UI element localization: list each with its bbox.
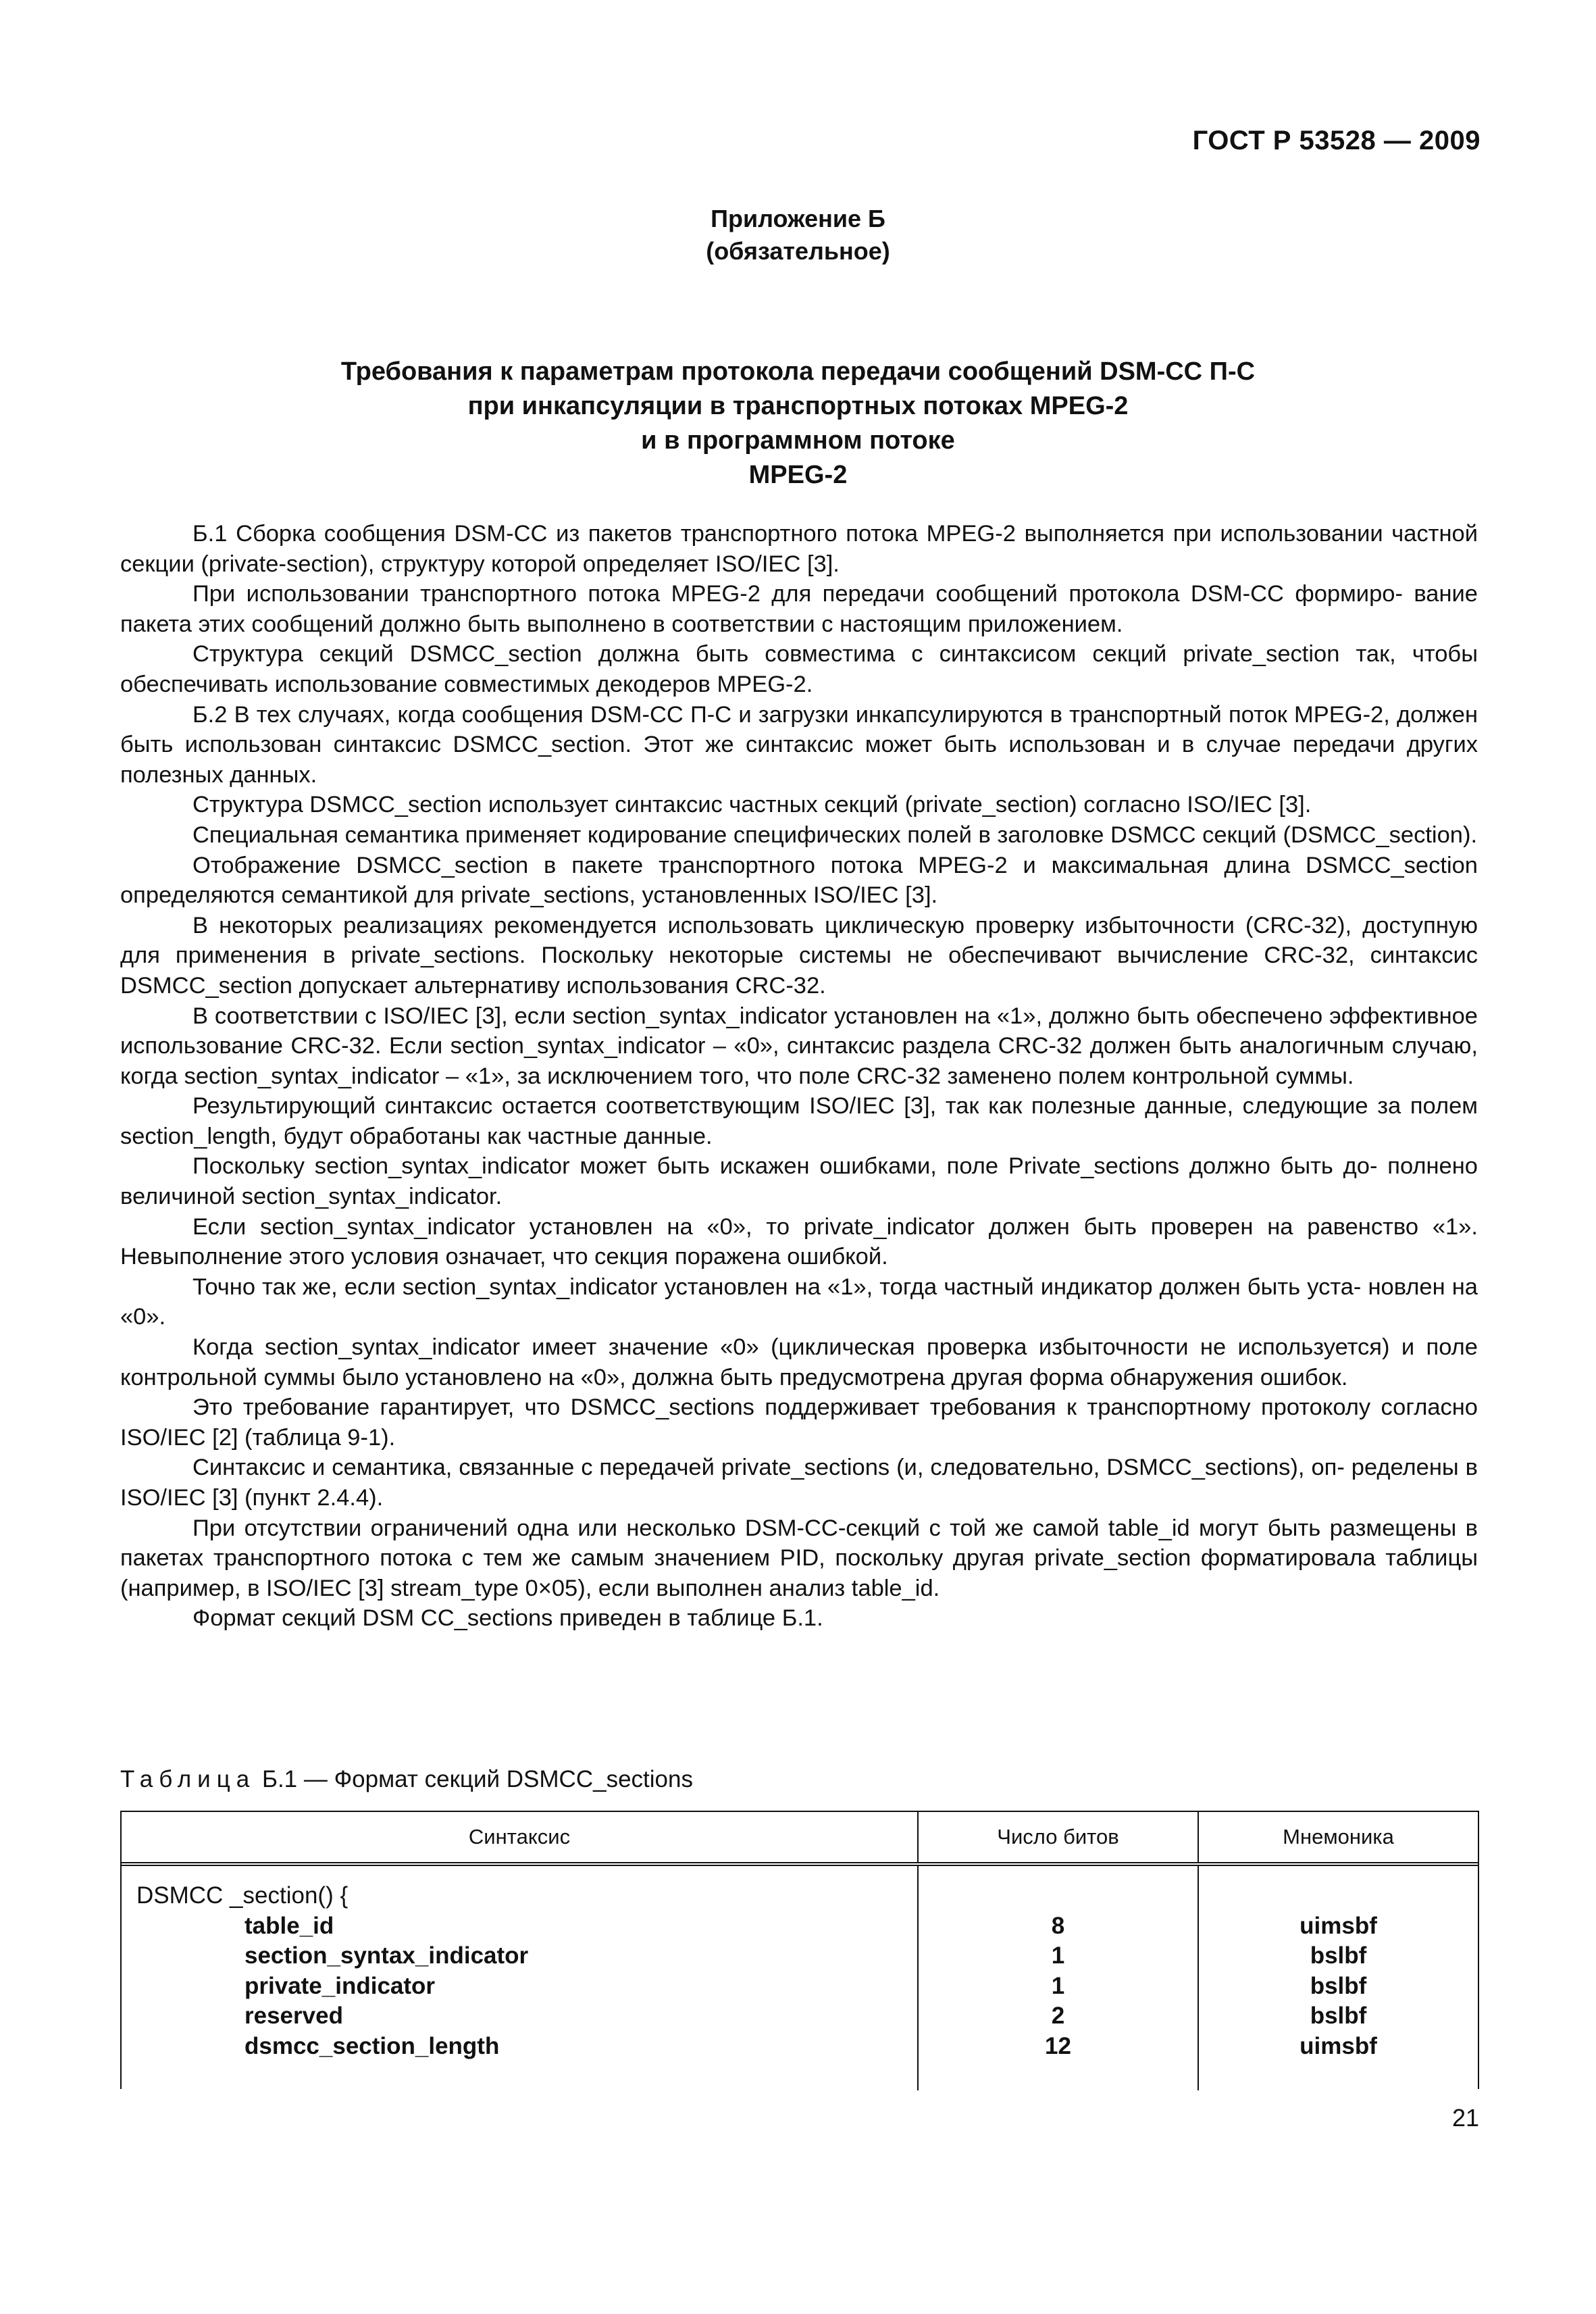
table-body [122,1866,1478,2090]
table-row-bits: 1 [1051,1972,1065,1999]
table-caption-label: Таблица [120,1766,256,1792]
table-row-syntax: table_id [244,1912,334,1939]
table-row-bits: 1 [1051,1942,1065,1969]
title-line-2: при инкапсуляции в транспортных потоках MPEG-2 [467,392,1129,420]
paragraph: Структура секций DSMCC_section должна быть совместима с синтаксисом секций private_section так, чтобы обеспечивать использование совместимых декодеров MPEG-2. [120,641,1478,697]
table-row-bits: 8 [1051,1912,1065,1939]
paragraph: Поскольку section_syntax_indicator может быть искажен ошибками, поле Private_sections должно быть до- полнено величиной section_syntax_indicator. [120,1153,1478,1210]
mnemonic-column [1199,1866,1478,2090]
paragraph: Синтаксис и семантика, связанные с передачей private_sections (и, следовательно, DSMCC_sections), оп- ределены в ISO/IEC [3] (пункт 2.4.4). [120,1455,1478,1511]
paragraph: Это требование гарантирует, что DSMCC_sections поддерживает требования к транспортному протоколу согласно ISO/IEC [2] (таблица 9-1). [120,1394,1478,1451]
title-line-4: MPEG-2 [748,461,848,489]
table-row-mnemonic: bslbf [1310,1972,1367,1999]
table-row-mnemonic: bslbf [1310,2003,1367,2029]
table-row-syntax: section_syntax_indicator [244,1942,529,1969]
table-row-bits: 2 [1051,2003,1065,2029]
title-line-3: и в программном потоке [641,426,955,455]
paragraph: Когда section_syntax_indicator имеет значение «0» (циклическая проверка избыточности не используется) и поле контрольной суммы было установлено на «0», должна быть предусмотрена другая форма обнаружения ошибок. [120,1334,1478,1390]
document-number: ГОСТ Р 53528 — 2009 [1192,126,1481,155]
paragraph: Результирующий синтаксис остается соответствующим ISO/IEC [3], так как полезные данные, следующие за полем section_length, будут обработаны как частные данные. [120,1093,1478,1149]
body-text [120,519,1478,1634]
title-line-1: Требования к параметрам протокола передачи сообщений DSM-CC П-С [340,357,1256,386]
paragraph: Точно так же, если section_syntax_indicator установлен на «1», тогда частный индикатор должен быть уста- новлен на «0». [120,1274,1478,1330]
paragraph: В некоторых реализациях рекомендуется использовать циклическую проверку избыточности (CRC-32), доступную для применения в private_sections. Поскольку некоторые системы не обеспечивают вычисление CRC-32, синтаксис DSMCC_section допускает альтернативу использования CRC-32. [120,912,1478,999]
paragraph: Б.2 В тех случаях, когда сообщения DSM-CC П-С и загрузки инкапсулируются в транспортный поток MPEG-2, должен быть использован синтаксис DSMCC_section. Этот же синтаксис может быть использован и в случае передачи других полезных данных. [120,701,1478,788]
paragraph: Отображение DSMCC_section в пакете транспортного потока MPEG-2 и максимальная длина DSMCC_section определяются семантикой для private_sections, установленных ISO/IEC [3]. [120,852,1478,909]
paragraph: Если section_syntax_indicator установлен на «0», то private_indicator должен быть проверен на равенство «1». Невыполнение этого условия означает, что секция поражена ошибкой. [120,1213,1478,1270]
paragraph: При использовании транспортного потока MPEG-2 для передачи сообщений протокола DSM-CC формиро- вание пакета этих сообщений должно быть выполнено в соответствии с настоящим приложением. [120,581,1478,637]
annex-heading [0,203,1596,268]
syntax-column [122,1866,919,2090]
bits-column [919,1866,1199,2090]
section-title [0,355,1596,493]
page-number: 21 [1451,2104,1479,2132]
table-row-syntax: dsmcc_section_length [244,2032,500,2059]
table-row-mnemonic: uimsbf [1299,1912,1377,1939]
paragraph: Б.1 Сборка сообщения DSM-CC из пакетов транспортного потока MPEG-2 выполняется при использовании частной секции (private-section), структуру которой определяет ISO/IEC [3]. [120,521,1478,577]
table-row-syntax: reserved [244,2003,343,2029]
header-mnemonic: Мнемоника [1283,1825,1394,1848]
paragraph: Формат секций DSM CC_sections приведен в таблице Б.1. [192,1605,823,1632]
annex-status: (обязательное) [706,237,890,265]
syntax-opening: DSMCC _section() { [136,1882,349,1909]
table-header-row [122,1812,1478,1866]
paragraph: При отсутствии ограничений одна или несколько DSM-CC-секций с той же самой table_id могут быть размещены в пакетах транспортного потока с тем же самым значением PID, поскольку другая private_section форматировала таблицы (например, в ISO/IEC [3] stream_type 0×05), если выполнен анализ table_id. [120,1515,1478,1601]
annex-title: Приложение Б [711,205,885,232]
paragraph: Структура DSMCC_section использует синтаксис частных секций (private_section) согласно ISO/IEC [3]. [192,792,1312,818]
table-row-syntax: private_indicator [244,1972,436,1999]
header-syntax: Синтаксис [122,1812,919,1862]
format-table [120,1811,1479,2089]
table-caption-text: Б.1 — Формат секций DSMCC_sections [261,1766,693,1792]
paragraph: В соответствии с ISO/IEC [3], если section_syntax_indicator установлен на «1», должно быть обеспечено эффективное использование CRC-32. Если section_syntax_indicator – «0», синтаксис раздела CRC-32 должен быть аналогичным случаю, когда section_syntax_indicator – «1», за исключением того, что поле CRC-32 заменено полем контрольной суммы. [120,1003,1478,1089]
header-bits: Число битов [919,1812,1199,1862]
paragraph: Специальная семантика применяет кодирование специфических полей в заголовке DSMCC секций (DSMCC_section). [192,822,1478,848]
table-row-mnemonic: bslbf [1310,1942,1367,1969]
table-row-mnemonic: uimsbf [1299,2032,1377,2059]
table-caption [120,1765,693,1794]
table-row-bits: 12 [1045,2032,1071,2059]
